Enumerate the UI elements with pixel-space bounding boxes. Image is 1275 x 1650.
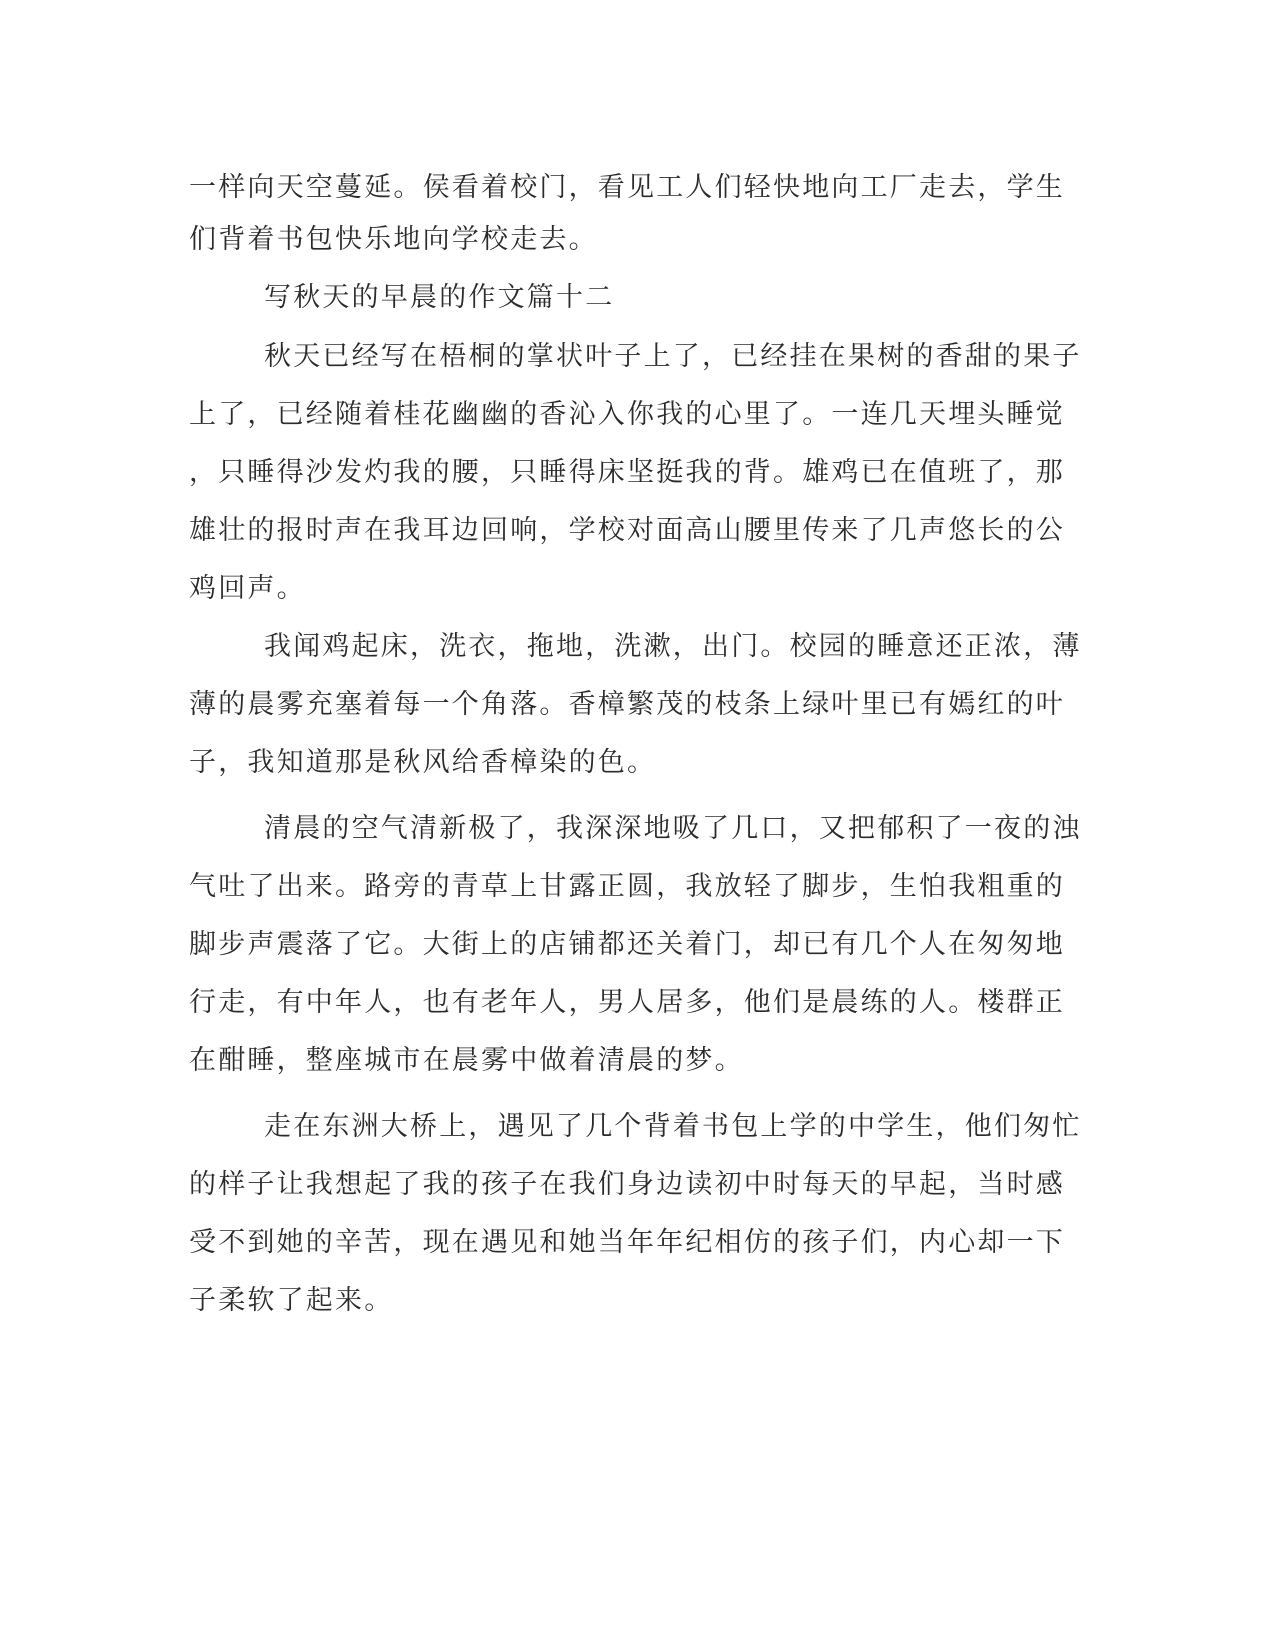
- text-line: 走在东洲大桥上，遇见了几个背着书包上学的中学生，他们匆忙: [264, 1111, 1082, 1142]
- text-line: 一样向天空蔓延。侯看着校门，看见工人们轻快地向工厂走去，学生: [189, 172, 1065, 203]
- text-line: 脚步声震落了它。大街上的店铺都还关着门，却已有几个人在匆匆地: [189, 929, 1065, 960]
- text-line: 在酣睡，整座城市在晨雾中做着清晨的梦。: [189, 1045, 744, 1076]
- text-line: 薄的晨雾充塞着每一个角落。香樟繁茂的枝条上绿叶里已有嫣红的叶: [189, 689, 1065, 720]
- text-line: 雄壮的报时声在我耳边回响，学校对面高山腰里传来了几声悠长的公: [189, 515, 1065, 546]
- text-line: 我闻鸡起床，洗衣，拖地，洗漱，出门。校园的睡意还正浓，薄: [264, 631, 1082, 662]
- text-line: 子，我知道那是秋风给香樟染的色。: [189, 747, 657, 778]
- text-line: 的样子让我想起了我的孩子在我们身边读初中时每天的早起，当时感: [189, 1169, 1065, 1200]
- text-line: 秋天已经写在梧桐的掌状叶子上了，已经挂在果树的香甜的果子: [264, 341, 1082, 372]
- text-line: 子柔软了起来。: [189, 1285, 394, 1316]
- text-line: 们背着书包快乐地向学校走去。: [189, 224, 598, 255]
- text-line: 清晨的空气清新极了，我深深地吸了几口，又把郁积了一夜的浊: [264, 813, 1082, 844]
- section-heading: 写秋天的早晨的作文篇十二: [264, 282, 615, 313]
- text-line: 上了，已经随着桂花幽幽的香沁入你我的心里了。一连几天埋头睡觉: [189, 399, 1065, 430]
- text-line: 受不到她的辛苦，现在遇见和她当年年纪相仿的孩子们，内心却一下: [189, 1227, 1065, 1258]
- text-line: 行走，有中年人，也有老年人，男人居多，他们是晨练的人。楼群正: [189, 987, 1065, 1018]
- text-line: 气吐了出来。路旁的青草上甘露正圆，我放轻了脚步，生怕我粗重的: [189, 871, 1065, 902]
- text-line: ，只睡得沙发灼我的腰，只睡得床坚挺我的背。雄鸡已在值班了，那: [189, 457, 1065, 488]
- text-line: 鸡回声。: [189, 573, 306, 604]
